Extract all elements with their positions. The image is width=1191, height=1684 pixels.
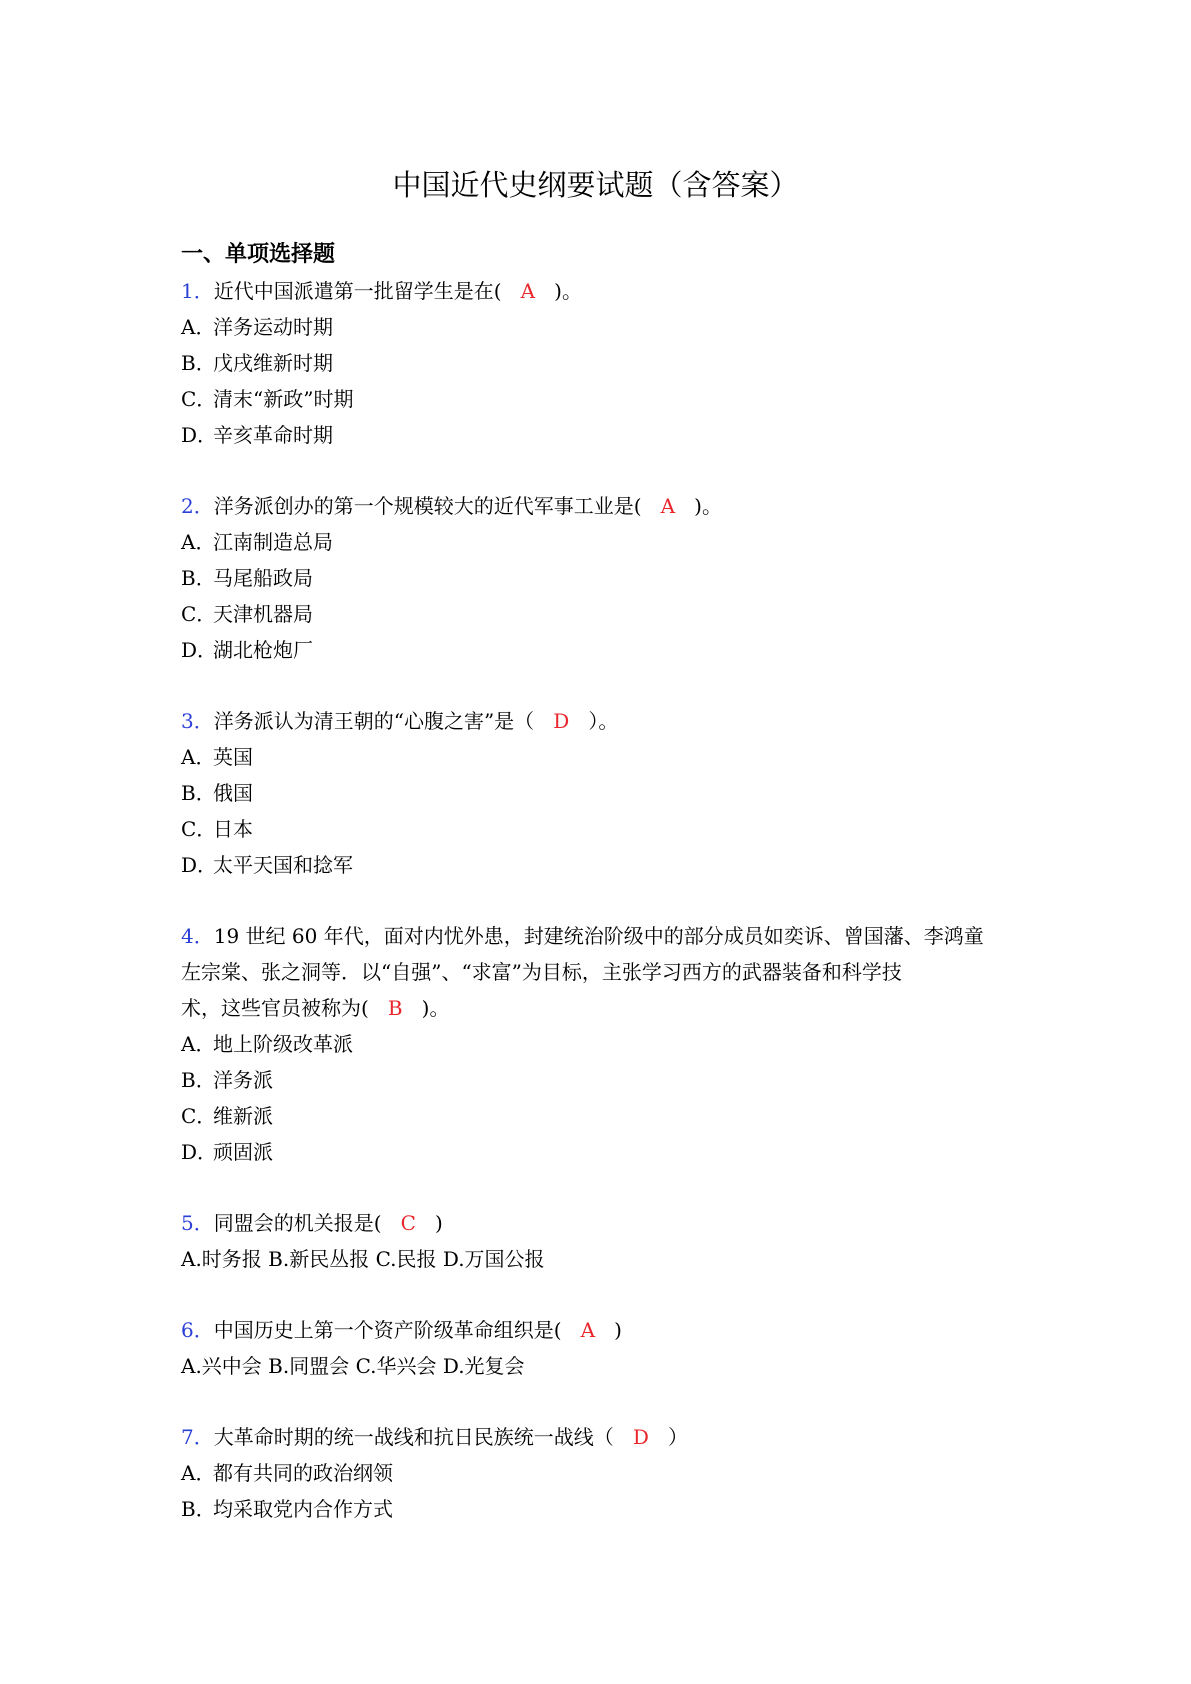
option-text: 洋务运动时期: [213, 315, 333, 339]
option-c: [181, 1098, 1021, 1134]
option-b: [181, 1491, 1021, 1527]
option-key: A．: [181, 1461, 216, 1485]
option-key: B．: [181, 1497, 216, 1521]
option-text: 日本: [213, 817, 253, 841]
option-text: 清末“新政”时期: [213, 387, 354, 411]
question-list: [181, 273, 1021, 1562]
question-7: [181, 1419, 1021, 1527]
stem-text-end: )。: [421, 996, 450, 1020]
stem-text: 左宗棠、张之洞等．以“自强”、“求富”为目标，主张学习西方的武器装备和科学技: [181, 960, 902, 984]
question-number: 7．: [181, 1425, 214, 1449]
option-b: [181, 1062, 1021, 1098]
question-stem: [181, 1312, 1021, 1348]
option-c: [181, 381, 1021, 417]
options-inline: A.兴中会 B.同盟会 C.华兴会 D.光复会: [181, 1354, 525, 1378]
answer-letter: D: [632, 1425, 649, 1449]
question-number: 4．: [181, 924, 214, 948]
stem-text-end: )。: [554, 279, 582, 303]
option-text: 辛亥革命时期: [213, 423, 333, 447]
option-text: 戊戌维新时期: [213, 351, 333, 375]
option-text: 维新派: [213, 1104, 273, 1128]
option-a: [181, 524, 1021, 560]
question-stem: [181, 703, 1021, 739]
option-text: 太平天国和捻军: [213, 853, 353, 877]
answer-letter: B: [387, 996, 403, 1020]
option-key: D．: [181, 423, 218, 447]
option-d: [181, 847, 1021, 883]
question-stem: [181, 488, 1021, 524]
answer-letter: A: [580, 1318, 596, 1342]
stem-text-end: ): [614, 1318, 622, 1342]
option-d: [181, 417, 1021, 453]
stem-text-end: ）: [667, 1425, 688, 1449]
option-key: C．: [181, 387, 217, 411]
stem-text: 洋务派认为清王朝的“心腹之害”是（: [213, 709, 535, 733]
option-key: B．: [181, 1068, 216, 1092]
section-heading: 一、单项选择题: [181, 242, 336, 267]
option-key: B．: [181, 566, 216, 590]
question-number: 5．: [181, 1211, 214, 1235]
option-key: A．: [181, 745, 216, 769]
stem-text-end: ): [435, 1211, 443, 1235]
option-a: [181, 309, 1021, 345]
option-c: [181, 811, 1021, 847]
option-text: 江南制造总局: [213, 530, 333, 554]
option-key: D．: [181, 638, 218, 662]
option-a: [181, 1026, 1021, 1062]
option-key: B．: [181, 781, 216, 805]
option-c: [181, 596, 1021, 632]
option-d: [181, 632, 1021, 668]
document-title: 中国近代史纲要试题（含答案）: [392, 168, 799, 202]
options-inline: A.时务报 B.新民丛报 C.民报 D.万国公报: [181, 1247, 545, 1271]
question-3: [181, 703, 1021, 883]
option-text: 湖北枪炮厂: [213, 638, 313, 662]
option-b: [181, 345, 1021, 381]
stem-text: 中国历史上第一个资产阶级革命组织是(: [213, 1318, 562, 1342]
question-stem-line-1: [181, 918, 1021, 954]
option-a: [181, 1455, 1021, 1491]
option-text: 英国: [213, 745, 253, 769]
option-text: 都有共同的政治纲领: [213, 1461, 393, 1485]
stem-text: 同盟会的机关报是(: [213, 1211, 382, 1235]
question-number: 1．: [181, 279, 214, 303]
option-key: C．: [181, 817, 217, 841]
option-d: [181, 1134, 1021, 1170]
option-text: 洋务派: [213, 1068, 273, 1092]
question-4: [181, 918, 1021, 1170]
question-stem-line-2: [181, 954, 1021, 990]
option-b: [181, 560, 1021, 596]
stem-text-end: )。: [694, 494, 722, 518]
option-text: 顽固派: [213, 1140, 273, 1164]
question-stem: [181, 1419, 1021, 1455]
question-5: [181, 1205, 1021, 1277]
option-text: 地上阶级改革派: [213, 1032, 353, 1056]
option-key: B．: [181, 351, 216, 375]
stem-text: 术，这些官员被称为(: [181, 996, 369, 1020]
option-key: D．: [181, 853, 218, 877]
option-key: A．: [181, 315, 216, 339]
option-key: D．: [181, 1140, 218, 1164]
option-key: C．: [181, 1104, 217, 1128]
stem-text: 19 世纪 60 年代，面对内忧外患，封建统治阶级中的部分成员如奕诉、曾国藩、李鸿童: [213, 924, 984, 948]
stem-text: 大革命时期的统一战线和抗日民族统一战线（: [213, 1425, 614, 1449]
question-number: 2．: [181, 494, 214, 518]
option-a: [181, 739, 1021, 775]
option-text: 均采取党内合作方式: [213, 1497, 393, 1521]
answer-letter: C: [400, 1211, 416, 1235]
stem-text: 洋务派创办的第一个规模较大的近代军事工业是(: [213, 494, 642, 518]
option-key: C．: [181, 602, 217, 626]
answer-letter: A: [520, 279, 536, 303]
option-b: [181, 775, 1021, 811]
answer-letter: A: [660, 494, 676, 518]
stem-text: 近代中国派遣第一批留学生是在(: [213, 279, 502, 303]
question-number: 3．: [181, 709, 214, 733]
question-stem: [181, 1205, 1021, 1241]
option-text: 天津机器局: [213, 602, 313, 626]
question-6: [181, 1312, 1021, 1384]
question-1: [181, 273, 1021, 453]
stem-text-end: ）。: [588, 709, 619, 733]
option-text: 马尾船政局: [213, 566, 313, 590]
question-stem: [181, 273, 1021, 309]
option-text: 俄国: [213, 781, 253, 805]
question-number: 6．: [181, 1318, 214, 1342]
option-key: A．: [181, 1032, 216, 1056]
question-stem-line-3: [181, 990, 1021, 1026]
answer-letter: D: [553, 709, 570, 733]
option-key: A．: [181, 530, 216, 554]
question-2: [181, 488, 1021, 668]
